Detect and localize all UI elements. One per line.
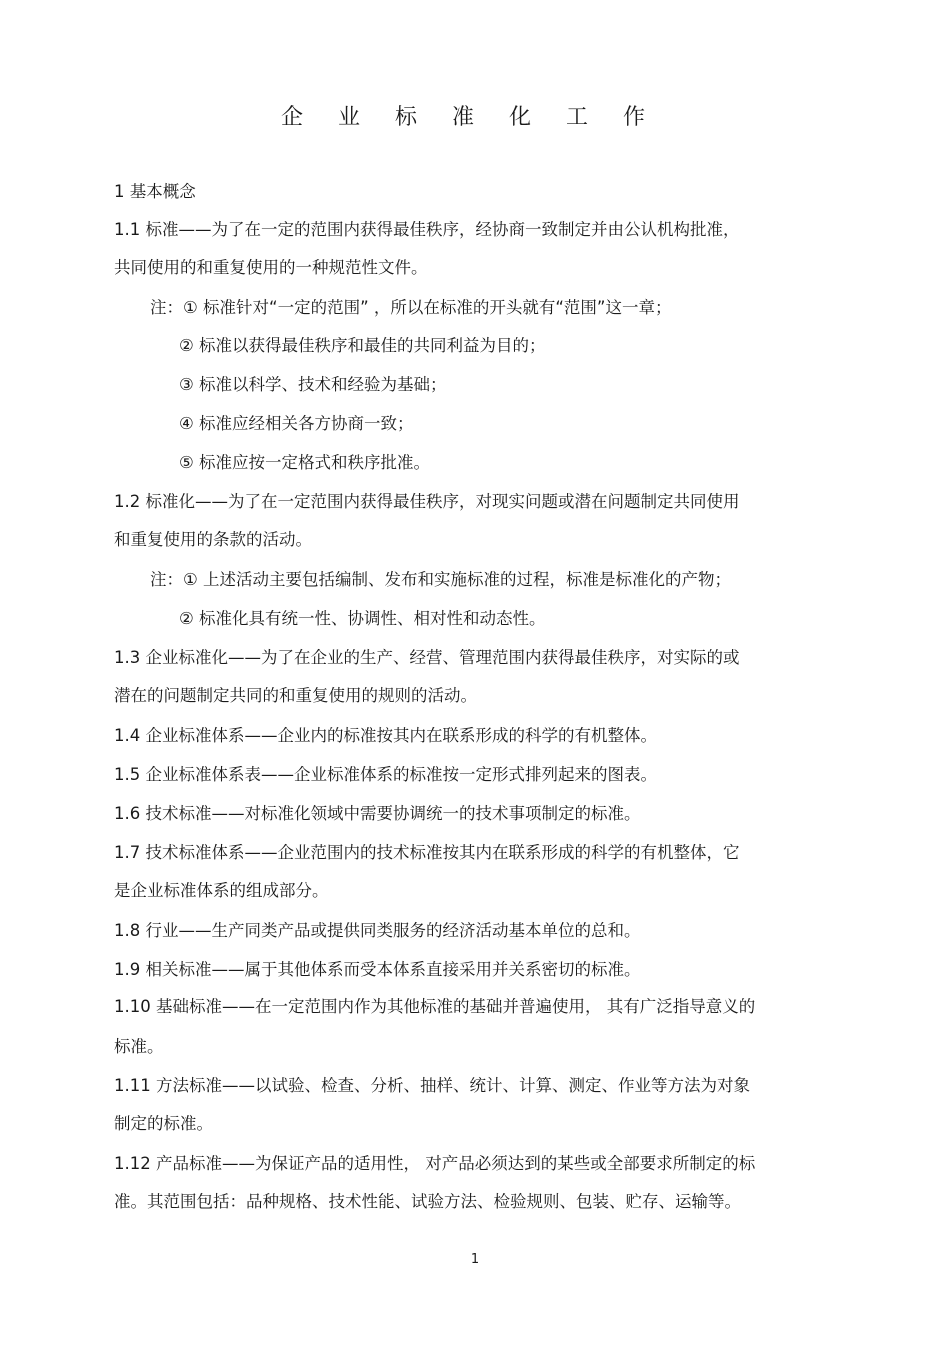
note-line: ② 标准化具有统一性、协调性、相对性和动态性。 xyxy=(179,609,546,628)
text-line: 潜在的问题制定共同的和重复使用的规则的活动。 xyxy=(114,686,477,705)
text-line: 1.12 产品标准——为保证产品的适用性， 对产品必须达到的某些或全部要求所制定的标 xyxy=(114,1154,756,1173)
text-line: 1.4 企业标准体系——企业内的标准按其内在联系形成的科学的有机整体。 xyxy=(114,726,657,745)
text-line: 1.3 企业标准化——为了在企业的生产、经营、管理范围内获得最佳秩序，对实际的或 xyxy=(114,648,740,667)
text-line: 准。其范围包括：品种规格、技术性能、试验方法、检验规则、包装、贮存、运输等。 xyxy=(114,1192,741,1211)
text-line: 1.10 基础标准——在一定范围内作为其他标准的基础并普遍使用， 其有广泛指导意义的 xyxy=(114,997,756,1016)
text-line: 1.9 相关标准——属于其他体系而受本体系直接采用并关系密切的标准。 xyxy=(114,960,641,979)
text-line: 是企业标准体系的组成部分。 xyxy=(114,881,329,900)
text-line: 1.2 标准化——为了在一定范围内获得最佳秩序，对现实问题或潜在问题制定共同使用 xyxy=(114,492,740,511)
text-line: 1.8 行业——生产同类产品或提供同类服务的经济活动基本单位的总和。 xyxy=(114,921,641,940)
note-line: ② 标准以获得最佳秩序和最佳的共同利益为目的； xyxy=(179,336,546,355)
note-line: ④ 标准应经相关各方协商一致； xyxy=(179,414,414,433)
text-line: 标准。 xyxy=(114,1037,164,1056)
section-heading: 1 基本概念 xyxy=(114,182,196,201)
text-line: 和重复使用的条款的活动。 xyxy=(114,530,312,549)
text-line: 1.6 技术标准——对标准化领域中需要协调统一的技术事项制定的标准。 xyxy=(114,804,641,823)
text-line: 制定的标准。 xyxy=(114,1114,213,1133)
text-line: 1.7 技术标准体系——企业范围内的技术标准按其内在联系形成的科学的有机整体，它 xyxy=(114,843,740,862)
page-title: 企 业 标 准 化 工 作 xyxy=(281,105,659,130)
note-line: 注：① 标准针对“一定的范围” ，所以在标准的开头就有“范围”这一章； xyxy=(150,298,672,317)
text-line: 共同使用的和重复使用的一种规范性文件。 xyxy=(114,258,428,277)
text-line: 1.5 企业标准体系表——企业标准体系的标准按一定形式排列起来的图表。 xyxy=(114,765,657,784)
text-line: 1.11 方法标准——以试验、检查、分析、抽样、统计、计算、测定、作业等方法为对象 xyxy=(114,1076,750,1095)
text-line: 1.1 标准——为了在一定的范围内获得最佳秩序，经协商一致制定并由公认机构批准， xyxy=(114,220,740,239)
note-line: ⑤ 标准应按一定格式和秩序批准。 xyxy=(179,453,431,472)
note-line: ③ 标准以科学、技术和经验为基础； xyxy=(179,375,447,394)
note-line: 注：① 上述活动主要包括编制、发布和实施标准的过程，标准是标准化的产物； xyxy=(150,570,732,589)
page-number: 1 xyxy=(470,1252,480,1267)
